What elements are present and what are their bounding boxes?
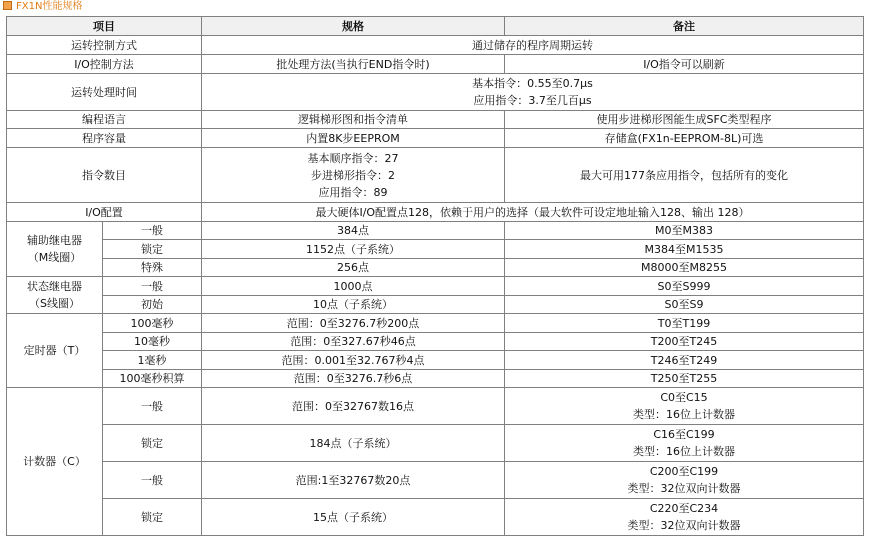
table-cell: 通过储存的程序周期运转: [202, 36, 864, 55]
table-cell: 184点（子系统）: [202, 425, 505, 462]
table-cell: 1000点: [202, 277, 505, 296]
table-cell: 256点: [202, 259, 505, 277]
cell-text-line: 应用指令：3.7至几百μs: [473, 94, 592, 107]
table-cell: I/O指令可以刷新: [505, 55, 864, 74]
table-row: [7, 388, 864, 425]
table-cell: M8000至M8255: [505, 259, 864, 277]
table-cell: 特殊: [103, 259, 202, 277]
table-cell: 逻辑梯形图和指令清单: [202, 111, 505, 129]
cell-text-line: （S线圈）: [29, 297, 80, 310]
table-row: [7, 36, 864, 55]
table-cell: [505, 499, 864, 536]
table-cell: 100毫秒: [103, 314, 202, 333]
table-cell: 锁定: [103, 499, 202, 536]
table-cell: 1152点（子系统）: [202, 240, 505, 259]
cell-text-line: C200至C199: [649, 465, 719, 478]
table-cell: T246至T249: [505, 351, 864, 370]
cell-text-line: （M线圈）: [27, 251, 82, 264]
table-cell: 一般: [103, 462, 202, 499]
table-cell: 100毫秒积算: [103, 370, 202, 388]
section-title: FX1N性能规格: [16, 1, 83, 12]
table-cell: 范围：0至327.67秒46点: [202, 333, 505, 351]
table-cell: I/O配置: [7, 203, 202, 222]
table-cell: 范围：0至3276.7秒6点: [202, 370, 505, 388]
table-row: [7, 148, 864, 203]
table-cell: T200至T245: [505, 333, 864, 351]
table-cell: T0至T199: [505, 314, 864, 333]
cell-text-line: C16至C199: [653, 428, 715, 441]
table-row: [7, 74, 864, 111]
table-cell: S0至S9: [505, 296, 864, 314]
cell-text-line: 类型：16位上计数器: [633, 408, 735, 421]
cell-text-line: 基本指令：0.55至0.7μs: [472, 77, 593, 90]
table-row: [7, 351, 864, 370]
table-cell: [7, 222, 103, 277]
table-cell: 使用步进梯形图能生成SFC类型程序: [505, 111, 864, 129]
table-row: [7, 259, 864, 277]
table-row: [7, 277, 864, 296]
table-row: [7, 314, 864, 333]
table-cell: 最大硬体I/O配置点128，依赖于用户的选择（最大软件可设定地址输入128、输出 128）: [202, 203, 864, 222]
table-row: [7, 296, 864, 314]
table-cell: 初始: [103, 296, 202, 314]
table-row: [7, 222, 864, 240]
table-cell: T250至T255: [505, 370, 864, 388]
table-cell: 锁定: [103, 425, 202, 462]
table-cell: 范围：0至32767数16点: [202, 388, 505, 425]
table-cell: 指令数目: [7, 148, 202, 203]
table-cell: 编程语言: [7, 111, 202, 129]
header-remark: 备注: [505, 17, 864, 36]
table-cell: 计数器（C）: [7, 388, 103, 536]
table-cell: 一般: [103, 222, 202, 240]
cell-text-line: 步进梯形指令：2: [311, 168, 395, 182]
cell-text-line: 辅助继电器: [27, 234, 82, 247]
table-cell: 锁定: [103, 240, 202, 259]
table-header-row: [7, 17, 864, 36]
table-cell: [7, 277, 103, 314]
table-row: [7, 240, 864, 259]
header-item: 项目: [7, 17, 202, 36]
table-cell: 存储盒(FX1n-EEPROM-8L)可选: [505, 129, 864, 148]
cell-text-line: 基本顺序指令：27: [307, 151, 399, 165]
table-row: [7, 333, 864, 351]
table-cell: 范围：0.001至32.767秒4点: [202, 351, 505, 370]
table-cell: 批处理方法(当执行END指令时): [202, 55, 505, 74]
table-cell: 最大可用177条应用指令，包括所有的变化: [505, 148, 864, 203]
table-cell: 一般: [103, 388, 202, 425]
cell-text-line: C220至C234: [649, 502, 719, 515]
table-cell: 定时器（T）: [7, 314, 103, 388]
section-header: [3, 0, 82, 14]
table-cell: 384点: [202, 222, 505, 240]
cell-text-line: 类型：16位上计数器: [633, 445, 735, 458]
bullet-icon: [3, 1, 12, 10]
table-row: [7, 370, 864, 388]
table-row: [7, 55, 864, 74]
table-row: [7, 203, 864, 222]
table-row: [7, 111, 864, 129]
header-spec: 规格: [202, 17, 505, 36]
cell-text-line: 应用指令：89: [318, 185, 388, 199]
table-cell: [202, 148, 505, 203]
table-row: [7, 462, 864, 499]
table-cell: [505, 388, 864, 425]
cell-text-line: 状态继电器: [27, 280, 82, 293]
spec-table: [6, 16, 864, 536]
table-cell: 10点（子系统）: [202, 296, 505, 314]
table-cell: 15点（子系统）: [202, 499, 505, 536]
cell-text-line: 类型：32位双向计数器: [627, 482, 741, 495]
table-cell: M0至M383: [505, 222, 864, 240]
table-cell: 1毫秒: [103, 351, 202, 370]
table-cell: M384至M1535: [505, 240, 864, 259]
table-row: [7, 129, 864, 148]
table-cell: 10毫秒: [103, 333, 202, 351]
table-cell: 一般: [103, 277, 202, 296]
table-cell: 内置8K步EEPROM: [202, 129, 505, 148]
table-cell: I/O控制方法: [7, 55, 202, 74]
table-cell: [505, 462, 864, 499]
table-cell: [505, 425, 864, 462]
table-cell: 范围:1至32767数20点: [202, 462, 505, 499]
table-cell: 运转控制方式: [7, 36, 202, 55]
table-cell: 范围：0至3276.7秒200点: [202, 314, 505, 333]
table-row: [7, 425, 864, 462]
table-cell: S0至S999: [505, 277, 864, 296]
table-cell: [202, 74, 864, 111]
cell-text-line: C0至C15: [660, 391, 708, 404]
cell-text-line: 类型：32位双向计数器: [627, 519, 741, 532]
table-row: [7, 499, 864, 536]
table-cell: 运转处理时间: [7, 74, 202, 111]
table-cell: 程序容量: [7, 129, 202, 148]
